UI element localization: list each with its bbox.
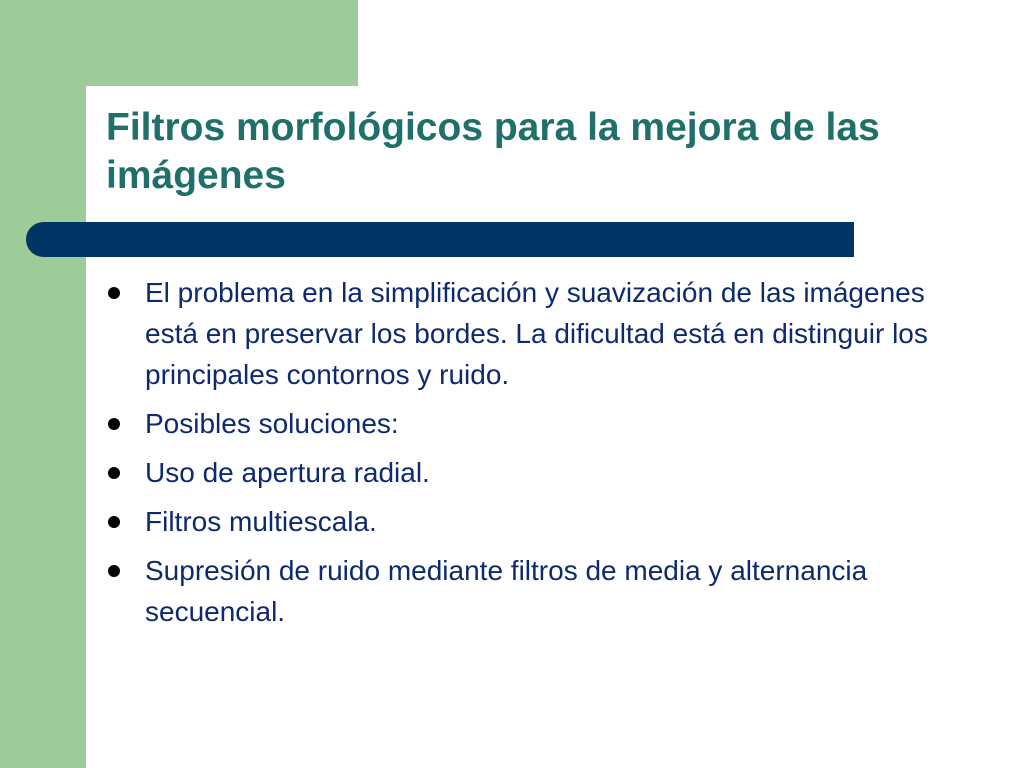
- bullet-dot-icon: [108, 418, 120, 430]
- bullet-dot-icon: [108, 287, 120, 299]
- bullet-text: Supresión de ruido mediante filtros de media y alternancia secuencial.: [145, 555, 868, 627]
- bullet-text: El problema en la simplificación y suavización de las imágenes está en preservar los bordes. La dificultad está en distinguir los principales contornos y ruido.: [145, 277, 928, 390]
- bullet-dot-icon: [108, 565, 120, 577]
- bullet-list: [106, 272, 966, 640]
- bullet-item: [106, 403, 966, 444]
- bullet-dot-icon: [108, 467, 120, 479]
- title-divider-bar: [26, 222, 854, 257]
- bullet-text: Posibles soluciones:: [145, 408, 399, 439]
- bullet-text: Uso de apertura radial.: [145, 457, 430, 488]
- bullet-text: Filtros multiescala.: [145, 506, 377, 537]
- left-green-band: [0, 0, 86, 768]
- slide-title: Filtros morfológicos para la mejora de las imágenes: [106, 106, 880, 197]
- bullet-item: [106, 452, 966, 493]
- bullet-item: [106, 272, 966, 395]
- bullet-item: [106, 501, 966, 542]
- bullet-item: [106, 550, 966, 632]
- bullet-dot-icon: [108, 516, 120, 528]
- top-green-band: [0, 0, 358, 86]
